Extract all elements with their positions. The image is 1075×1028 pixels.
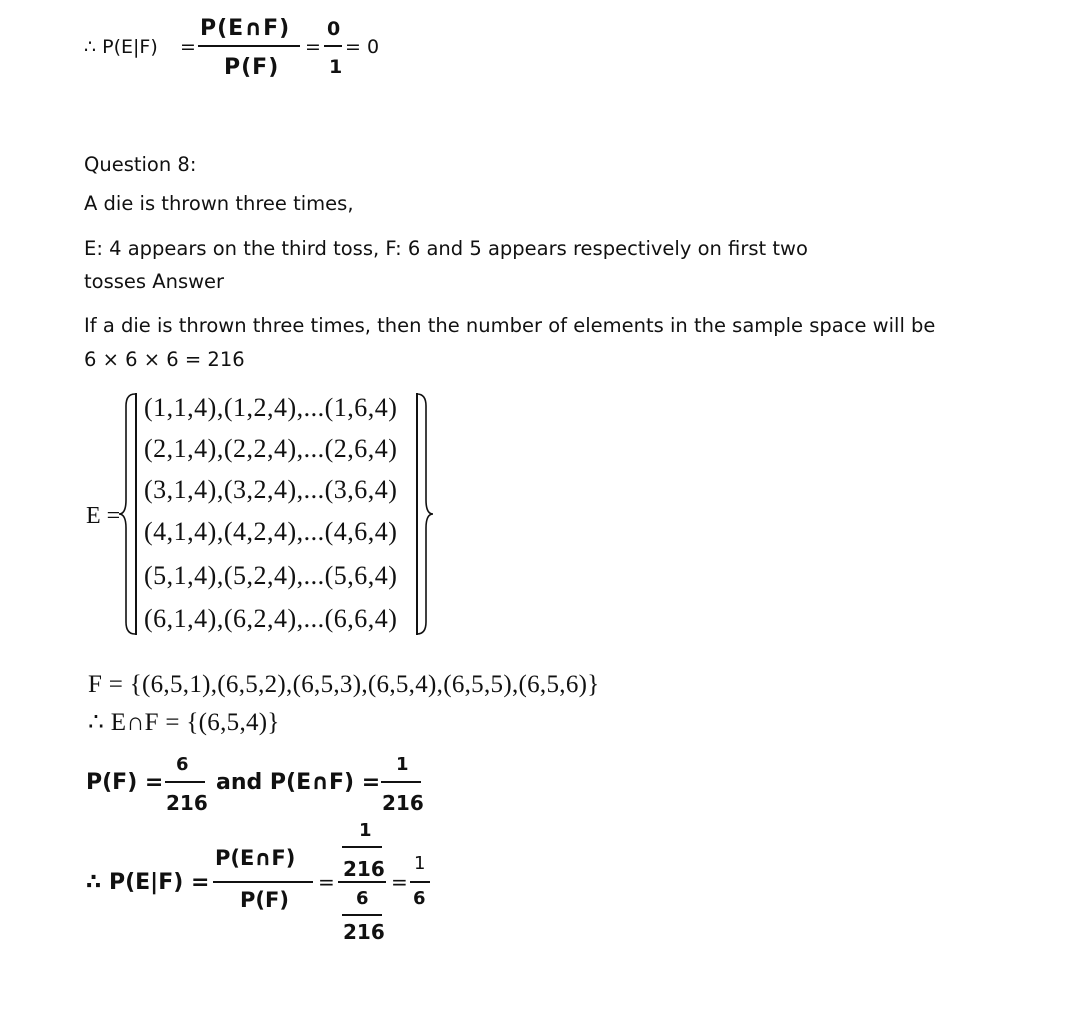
final-numerator: P(E∩F) — [215, 846, 296, 870]
top-formula-equals: = — [180, 36, 196, 58]
set-e-label: E = — [86, 503, 121, 529]
set-e-row: (1,1,4),(1,2,4),...(1,6,4) — [144, 393, 398, 422]
final-label: ∴ P(E|F) = — [86, 870, 210, 895]
answer-intro-line-1: If a die is thrown three times, then the number of elements in the sample space will be — [84, 314, 936, 337]
set-f: F = {(6,5,1),(6,5,2),(6,5,3),(6,5,4),(6,5,5),(6,5,6)} — [88, 671, 600, 698]
question-events-line-2: tosses Answer — [84, 270, 225, 293]
top-formula-equals-2: = — [305, 36, 321, 58]
top-formula-numerator-2: 0 — [327, 18, 341, 40]
pef-fraction-bar — [381, 781, 421, 783]
result-numerator: 1 — [414, 853, 426, 874]
set-e-row: (6,1,4),(6,2,4),...(6,6,4) — [144, 604, 398, 633]
top-formula-numerator: P(E∩F) — [200, 16, 291, 41]
complex-bottom-numerator: 6 — [356, 888, 369, 909]
result-fraction-bar — [410, 881, 430, 883]
complex-main-bar — [338, 881, 386, 883]
right-brace-icon — [414, 392, 434, 636]
top-formula-denominator-2: 1 — [329, 56, 343, 78]
top-formula-fraction-bar — [198, 45, 300, 47]
pef-denominator: 216 — [382, 791, 424, 815]
set-e-row: (2,1,4),(2,2,4),...(2,6,4) — [144, 434, 398, 463]
complex-top-denominator: 216 — [343, 857, 385, 881]
question-events-line-1: E: 4 appears on the third toss, F: 6 and 5 appears respectively on first two — [84, 237, 808, 260]
top-formula-denominator: P(F) — [224, 55, 280, 80]
complex-bottom-denominator: 216 — [343, 920, 385, 944]
set-e-row: (3,1,4),(3,2,4),...(3,6,4) — [144, 475, 398, 504]
set-e-row: (5,1,4),(5,2,4),...(5,6,4) — [144, 561, 398, 590]
pf-denominator: 216 — [166, 791, 208, 815]
final-equals: = — [318, 870, 335, 894]
complex-top-numerator: 1 — [359, 820, 372, 841]
question-statement: A die is thrown three times, — [84, 192, 354, 215]
result-denominator: 6 — [413, 888, 426, 909]
complex-bottom-bar — [342, 914, 382, 916]
pf-fraction-bar — [165, 781, 205, 783]
pf-numerator: 6 — [176, 754, 189, 775]
set-e-left-bar — [135, 393, 137, 635]
final-equals-2: = — [391, 870, 408, 894]
top-formula-result: = 0 — [345, 36, 380, 58]
pf-label: P(F) = — [86, 770, 164, 795]
set-e-row: (4,1,4),(4,2,4),...(4,6,4) — [144, 517, 398, 546]
final-denominator: P(F) — [240, 888, 289, 912]
answer-intro-line-2: 6 × 6 × 6 = 216 — [84, 348, 245, 371]
intersection: ∴ E∩F = {(6,5,4)} — [88, 709, 280, 736]
pef-numerator: 1 — [396, 754, 409, 775]
question-heading: Question 8: — [84, 153, 197, 176]
and-label: and P(E∩F) = — [216, 770, 381, 795]
top-formula-fraction-bar-2 — [324, 45, 342, 47]
final-fraction-bar — [213, 881, 313, 883]
top-formula-prefix: ∴ P(E|F) — [84, 36, 158, 58]
complex-top-bar — [342, 846, 382, 848]
